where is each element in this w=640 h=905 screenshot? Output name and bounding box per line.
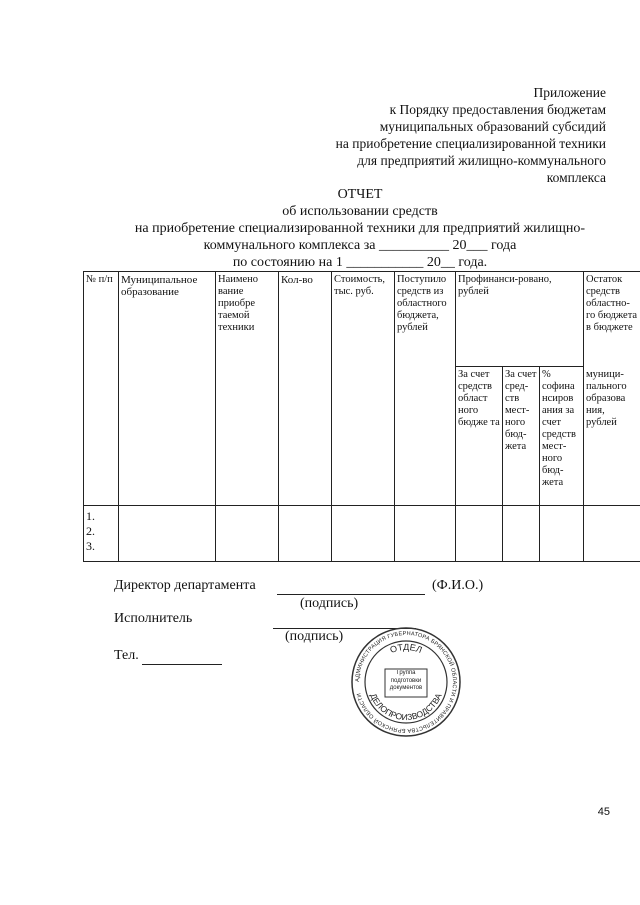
header-sub-regional: За счет средств област ного бюдже та [456,367,503,506]
stamp-ring-text: АДМИНИСТРАЦИЯ ГУБЕРНАТОРА БРЯНСКОЙ ОБЛАСТИ И ПРАВИТЕЛЬСТВА БРЯНСКОЙ ОБЛАСТИ [354,630,458,734]
row-number: 2. [86,524,95,538]
header-remainder-top: Остаток средств областно-го бюджета в бюджете [584,272,640,367]
table-cell [584,506,640,562]
appendix-header [246,84,606,186]
row-number: 1. [86,509,95,523]
table-cell [216,506,279,562]
row-numbers [84,506,119,562]
header-sub-local: За счет сред-ств мест-ного бюд-жета [503,367,540,506]
header-received: Поступило средств из областного бюджета, рублей [395,272,456,506]
header-quantity: Кол-во [279,272,332,506]
table-cell [540,506,584,562]
header-municipality: Муниципальное образование [119,272,216,506]
fio-label: (Ф.И.О.) [432,578,484,593]
stamp-top-text: ОТДЕЛ [388,641,424,656]
svg-text:ОТДЕЛ [389,642,424,655]
appendix-line: комплекса [546,170,606,185]
table-cell [119,506,216,562]
header-num: № п/п [84,272,119,506]
appendix-line: муниципальных образований субсидий [379,119,606,134]
report-line-3: на приобретение специализированной техники для предприятий жилищно- [134,221,586,236]
director-label: Директор департамента [114,578,256,593]
appendix-line: к Порядку предоставления бюджетам [389,102,606,117]
signature-caption: (подпись) [285,629,344,644]
report-line-4: коммунального комплекса за __________ 20___ года [203,238,517,253]
stamp-bottom-text: ДЕЛОПРОИЗВОДСТВА [368,691,444,723]
report-line-5: по состоянию на 1 ___________ 20__ года. [232,255,488,270]
page-number: 45 [597,806,610,818]
report-subtitle: об использовании средств [282,204,438,219]
appendix-line: Приложение [533,85,606,100]
header-equipment-name: Наимено вание приобре таемой техники [216,272,279,506]
stamp-center-text: Группа подготовки документов [389,670,423,691]
table-cell [503,506,540,562]
report-title: ОТЧЕТ [337,187,383,202]
director-signature-line [277,594,425,595]
header-cost: Стоимость, тыс. руб. [332,272,395,506]
appendix-line: на приобретение специализированной техники [335,136,606,151]
table-cell [395,506,456,562]
table-cell [279,506,332,562]
executor-label: Исполнитель [114,611,193,626]
row-number: 3. [86,539,95,553]
table-cell [332,506,395,562]
report-title-block [0,186,640,271]
header-sub-cofinancing: % софина нсиров ания за счет средств мест-ного бюд-жета [540,367,584,506]
phone-label: Тел. [114,648,139,663]
appendix-line: для предприятий жилищно-коммунального [357,153,606,168]
phone-line [142,664,222,665]
department-stamp [350,626,462,738]
header-remainder-bottom: муници-пального образова ния, рублей [584,367,640,506]
signature-caption: (подпись) [300,596,359,611]
report-table [83,271,640,562]
table-cell [456,506,503,562]
header-financed: Профинанси-ровано, рублей [456,272,584,367]
